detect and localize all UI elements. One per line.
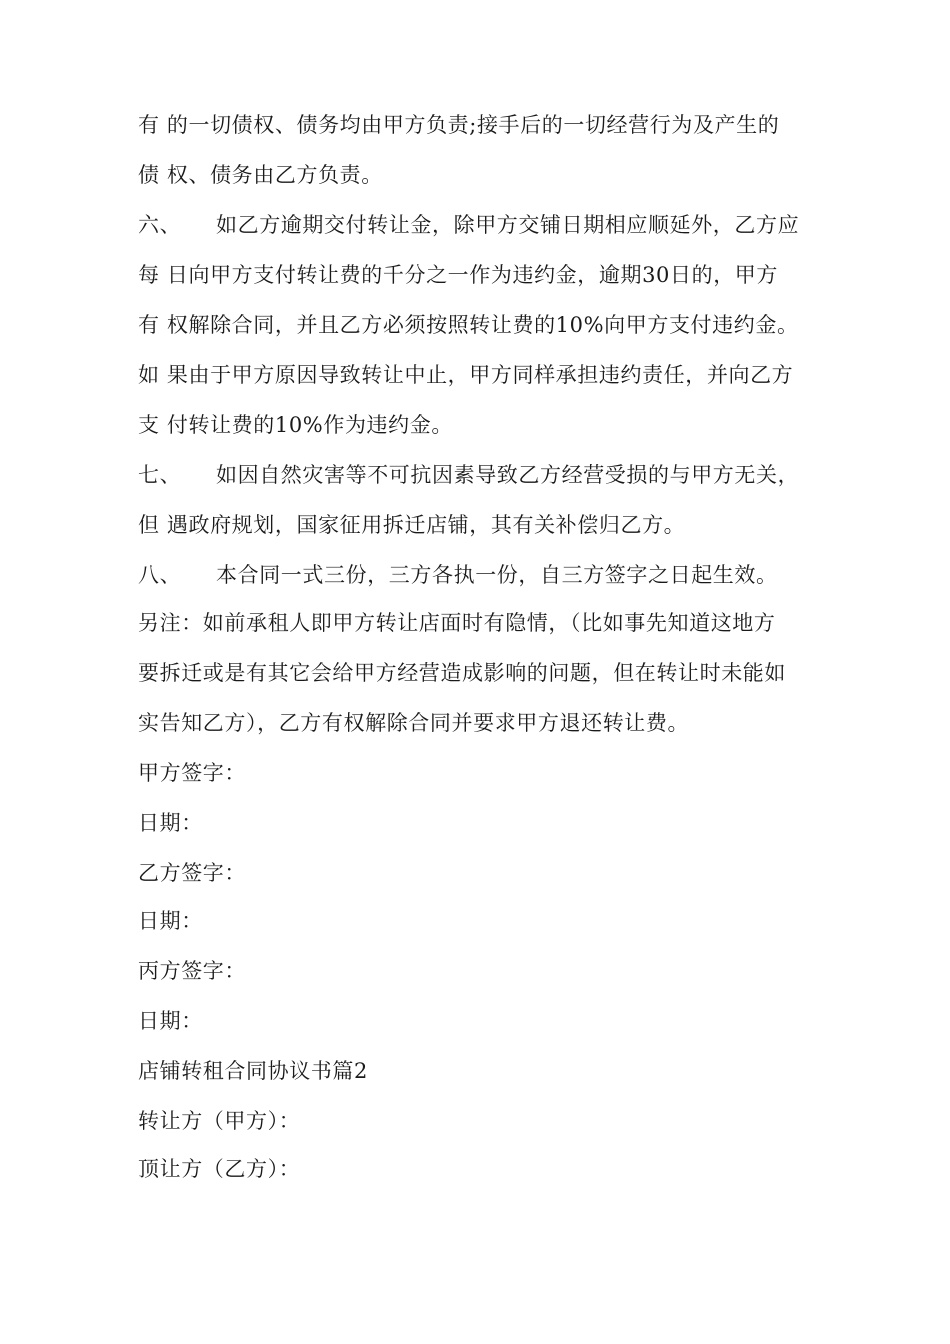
clause-six-line: 如 果由于甲方原因导致转让中止，甲方同样承担违约责任，并向乙方 bbox=[138, 363, 794, 387]
party-c-signature-label: 丙方签字： bbox=[138, 959, 246, 983]
party-a-signature-label: 甲方签字： bbox=[138, 761, 246, 785]
clause-six-line bbox=[138, 210, 799, 240]
section-title: 店铺转租合同协议书篇2 bbox=[138, 1059, 368, 1083]
clause-six-line: 支 付转让费的10%作为违约金。 bbox=[138, 413, 453, 437]
note-line: 要拆迁或是有其它会给甲方经营造成影响的问题，但在转让时未能如 bbox=[138, 661, 786, 685]
clause-text: 如乙方逾期交付转让金，除甲方交铺日期相应顺延外，乙方应 bbox=[216, 213, 800, 237]
clause-number: 六、 bbox=[138, 213, 182, 237]
paragraph-line: 有 的一切债权、债务均由甲方负责;接手后的一切经营行为及产生的 bbox=[138, 113, 780, 137]
transferor-label: 转让方（甲方）： bbox=[138, 1109, 301, 1133]
party-b-signature-label: 乙方签字： bbox=[138, 861, 246, 885]
note-line: 另注：如前承租人即甲方转让店面时有隐情，（比如事先知道这地方 bbox=[138, 611, 776, 635]
clause-six-line: 每 日向甲方支付转让费的千分之一作为违约金，逾期30日的，甲方 bbox=[138, 263, 778, 287]
party-b-date-label: 日期： bbox=[138, 909, 203, 933]
note-line: 实告知乙方），乙方有权解除合同并要求甲方退还转让费。 bbox=[138, 711, 690, 735]
clause-seven-line: 但 遇政府规划，国家征用拆迁店铺，其有关补偿归乙方。 bbox=[138, 513, 686, 537]
clause-text: 本合同一式三份，三方各执一份，自三方签字之日起生效。 bbox=[216, 563, 778, 587]
paragraph-line: 债 权、债务由乙方负责。 bbox=[138, 163, 383, 187]
party-a-date-label: 日期： bbox=[138, 811, 203, 835]
clause-number: 七、 bbox=[138, 463, 182, 487]
transferee-label: 顶让方（乙方）： bbox=[138, 1157, 301, 1181]
clause-text: 如因自然灾害等不可抗因素导致乙方经营受损的与甲方无关， bbox=[216, 463, 800, 487]
clause-seven-line bbox=[138, 460, 799, 490]
clause-number: 八、 bbox=[138, 563, 182, 587]
clause-six-line: 有 权解除合同，并且乙方必须按照转让费的10%向甲方支付违约金。 bbox=[138, 313, 799, 337]
clause-eight-line bbox=[138, 560, 778, 590]
party-c-date-label: 日期： bbox=[138, 1009, 203, 1033]
